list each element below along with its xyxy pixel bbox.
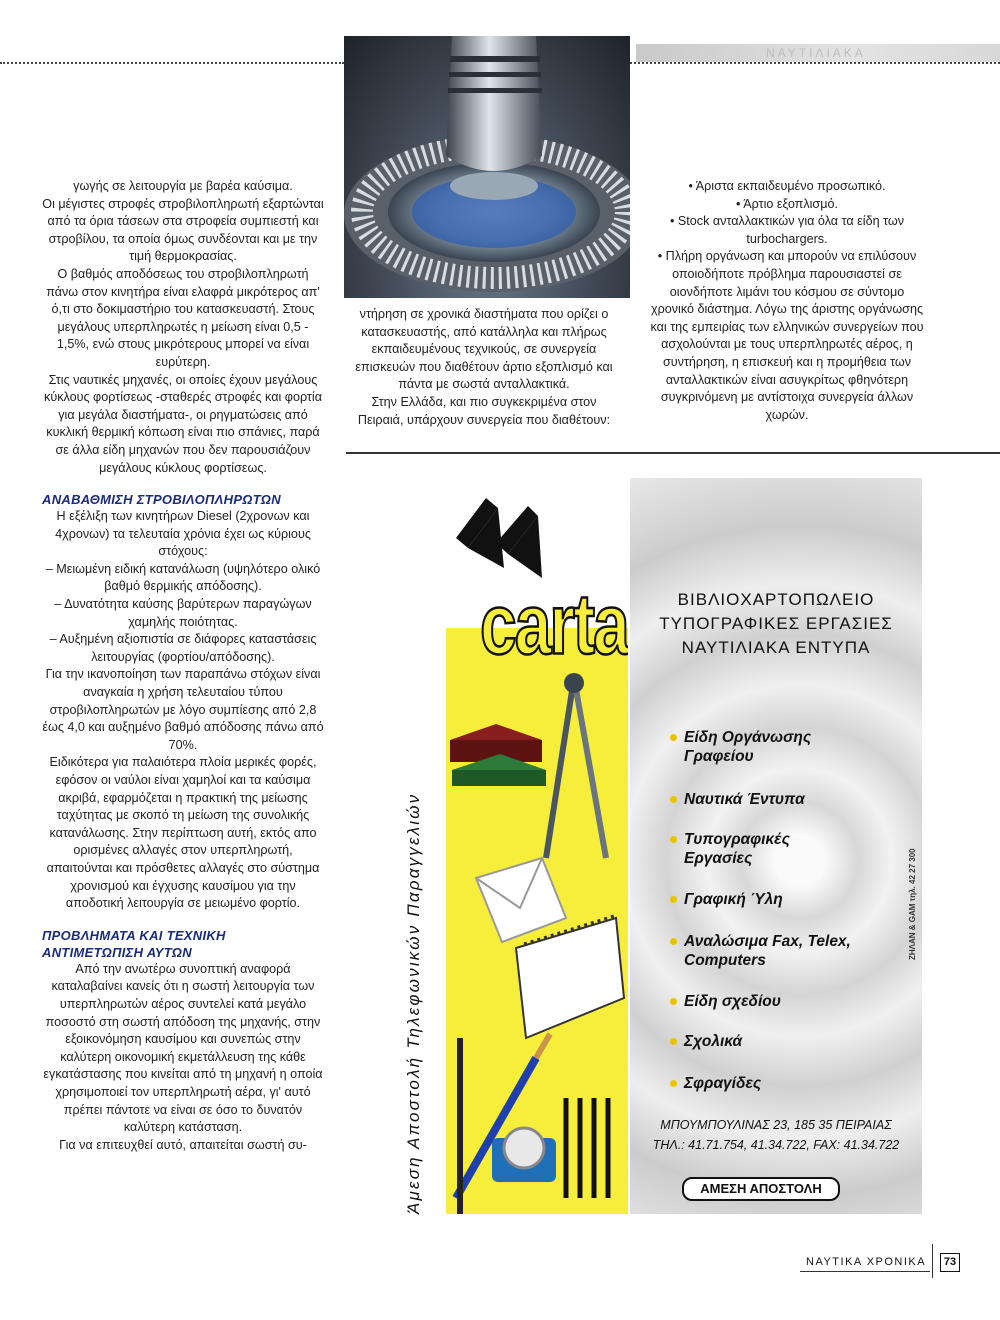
list-item: – Αυξημένη αξιοπιστία σε διάφορες καταστάσεις λειτουργίας (φορτίου/απόδοσης). (49, 632, 317, 664)
carta-logo: carta (480, 575, 628, 672)
paragraph: Στις ναυτικές μηχανές, οι οποίες έχουν μεγάλους κύκλους φορτίσεως -σταθερές στροφές και φορτία για μεγάλα διαστήματα-, οι ρηγματώσεις από κυκλική θερμική κόπωση είναι πιο σπάνιες, παρά σε άλλα είδη μηχανών που δεν παρουσιάζουν μεγάλους κύκλους φορτίσεως. (44, 372, 322, 475)
header-dotted-rule-right (630, 62, 1000, 64)
ad-item: Είδη Οργάνωσης Γραφείου (684, 728, 864, 766)
header-strip (636, 44, 1000, 62)
article-column-2 (348, 306, 620, 429)
ad-vertical-tagline: Άμεση Αποστολή Τηλεφωνικών Παραγγελιών (404, 792, 423, 1214)
paragraph: Για την ικανοποίηση των παραπάνω στόχων είναι αναγκαία η χρήση τελευταίου τύπου στροβιλοπληρωτών με λόγο συμπίεσης από 2,8 έως 4,0 και αυξημένο βαθμό απόδοσης πάνω από 70%. (42, 667, 324, 752)
direct-delivery-badge: ΑΜΕΣΗ ΑΠΟΣΤΟΛΗ (682, 1177, 840, 1201)
paragraph: Ειδικότερα για παλαιότερα πλοία μερικές φορές, εφόσον οι ναύλοι είναι χαμηλοί και τα καύσιμα ακριβά, εφαρμόζεται η πρακτική της μείωσης ταχύτητας με σκοπό τη μείωση της συνολικής κατανάλωσης. Στην περίπτωση αυτή, εκτός απο ορισμένες αλλαγές στον υπερπληρωτή, απαιτούνται και πρόσθετες αλλαγές στο σύστημα χρονισμού και έγχυσης καυσίμου για την αποδοτική λειτουργία σε μειωμένο φορτίο. (46, 755, 320, 911)
list-item: – Δυνατότητα καύσης βαρύτερων παραγώγων χαμηλής ποιότητας. (54, 597, 312, 629)
paragraph: Από την ανωτέρω συνοπτική αναφορά καταλαβαίνει κανείς ότι η σωστή λειτουργία των υπερπληρωτών αέρος συντελεί κατά μεγάλο ποσοστό στη σωστή απόδοση της μηχανής, στην εξοικονόμηση καυσίμου και συνεπώς στην καλύτερη οικονομική εκμετάλλευση της κάθε εγκατάστασης που κινείται από τη μηχανή η οποία χρησιμοποιεί τον υπερπληρωτή αέρα, γι' αυτό πρέπει πάντοτε να είναι σε όσο το δυνατόν καλύτερη κατάσταση. (43, 961, 323, 1135)
paragraph: γωγής σε λειτουργία με βαρέα καύσιμα. (73, 179, 293, 193)
ad-item: Τυπογραφικές Εργασίες (684, 830, 854, 868)
ad-title-shipping-forms: ΝΑΥΤΙΛΙΑΚΑ ΕΝΤΥΠΑ (681, 638, 871, 657)
bullet-icon (670, 796, 677, 803)
paragraph: Ο βαθμός αποδόσεως του στροβιλοπληρωτή πάνω στον κινητήρα είναι ελαφρά μικρότερος απ' ό,τι στο δοκιμαστήριο του κατασκευαστή. Στους μεγάλους υπερπληρωτές η μείωση είναι 0,5 - 1,5%, ενώ στους μικρότερους μπορεί να είναι ευρύτερη. (46, 266, 320, 369)
article-column-3 (650, 178, 924, 424)
paragraph: ντήρηση σε χρονικά διαστήματα που ορίζει ο κατασκευαστής, από κατάλληλα και πλήρως εκπαιδευμένους τεχνικούς, σε συνεργεία επισκευών που διαθέτουν άρτιο εξοπλισμό και πάντα με σωστά ανταλλακτικά. (355, 307, 613, 392)
bullet-icon (670, 734, 677, 741)
magazine-name: ΝΑΥΤΙΚΑ ΧΡΟΝΙΚΑ (806, 1256, 927, 1268)
footer-vertical-rule (932, 1244, 933, 1278)
bullet-icon (670, 1080, 677, 1087)
article-column-1 (42, 178, 324, 1154)
ad-address: ΜΠΟΥΜΠΟΥΛΙΝΑΣ 23, 185 35 ΠΕΙΡΑΙΑΣ (660, 1118, 892, 1132)
section-heading: ΑΝΑΒΑΘΜΙΣΗ ΣΤΡΟΒΙΛΟΠΛΗΡΩΤΩΝ (42, 492, 281, 508)
header-left (0, 0, 344, 160)
paragraph: Οι μέγιστες στροφές στροβιλοπληρωτή εξαρτώνται από τα όρια τάσεων στα στροφεία συμπιεστή και στροβίλου, τα οποία όμως συνδέονται και με την τιμή θερμοκρασίας. (42, 196, 324, 264)
ad-item: Γραφική Ύλη (684, 890, 783, 909)
list-item: – Μειωμένη ειδική κατανάλωση (υψηλότερο ολικό βαθμό θερμικής απόδοσης). (45, 561, 321, 594)
ad-item: Είδη σχεδίου (684, 992, 781, 1011)
section-divider (346, 452, 1000, 454)
bullet-icon (670, 896, 677, 903)
footer-rule (800, 1271, 930, 1272)
header-dotted-rule (0, 62, 344, 64)
paragraph: Η εξέλιξη των κινητήρων Diesel (2χρονων και 4χρονων) τα τελευταία χρόνια έχει ως κύριους στόχους: (55, 509, 311, 559)
ad-imprint: ΖΗΛΑΝ & GAM τηλ. 42 27 300 (908, 848, 917, 960)
ad-title-bookstore: ΒΙΒΛΙΟΧΑΡΤΟΠΩΛΕΙΟ (677, 590, 875, 609)
bullet-icon (670, 836, 677, 843)
header-right (630, 0, 1000, 160)
header-ghost-text: ΝΑΥΤΙΛΙΑΚΑ (766, 46, 866, 60)
paragraph: Για να επιτευχθεί αυτό, απαιτείται σωστή συ- (59, 1137, 307, 1152)
ad-item: Σχολικά (684, 1032, 742, 1051)
ad-item: Αναλώσιμα Fax, Telex, Computers (684, 932, 874, 970)
turbocharger-photo (344, 36, 630, 298)
bullet-icon (670, 938, 677, 945)
ad-title-printing: ΤΥΠΟΓΡΑΦΙΚΕΣ ΕΡΓΑΣΙΕΣ (659, 614, 893, 633)
ad-item: Σφραγίδες (684, 1074, 761, 1093)
list-item: • Stock ανταλλακτικών για όλα τα είδη των turbochargers. (669, 214, 905, 246)
bullet-icon (670, 1038, 677, 1045)
turbine-illustration (344, 36, 630, 298)
list-item: • Άριστα εκπαιδευμένο προσωπικό. (688, 179, 886, 193)
ad-phones: ΤΗΛ.: 41.71.754, 41.34.722, FAX: 41.34.722 (652, 1138, 900, 1152)
ad-yellow-panel (446, 478, 628, 1214)
ad-item: Ναυτικά Έντυπα (684, 790, 805, 809)
paragraph: Στην Ελλάδα, και πιο συγκεκριμένα στον Πειραιά, υπάρχουν συνεργεία που διαθέτουν: (357, 394, 611, 427)
section-heading: ΠΡΟΒΛΗΜΑΤΑ ΚΑΙ ΤΕΧΝΙΚΗ ΑΝΤΙΜΕΤΩΠΙΣΗ ΑΥΤΩΝ (42, 927, 226, 960)
bullet-icon (670, 998, 677, 1005)
list-item: • Πλήρη οργάνωση και μπορούν να επιλύσουν οποιοδήποτε πρόβλημα παρουσιαστεί σε οιονδήποτε λιμάνι του κόσμου σε σύντομο χρονικό διάστημα. Λόγω της άριστης οργάνωσης και της εμπειρίας των ελληνικών συνεργείων που ασχολούνται με τους υπερπληρωτές αέρος, η συντήρηση, η επισκευή και η προμήθεια των ανταλλακτικών είναι ασυγκρίτως φθηνότερη συγκρινόμενη με αντίστοιχα συνεργεία άλλων χωρών. (650, 249, 924, 422)
page-number: 73 (940, 1253, 960, 1272)
list-item: • Άρτιο εξοπλισμό. (736, 196, 838, 211)
